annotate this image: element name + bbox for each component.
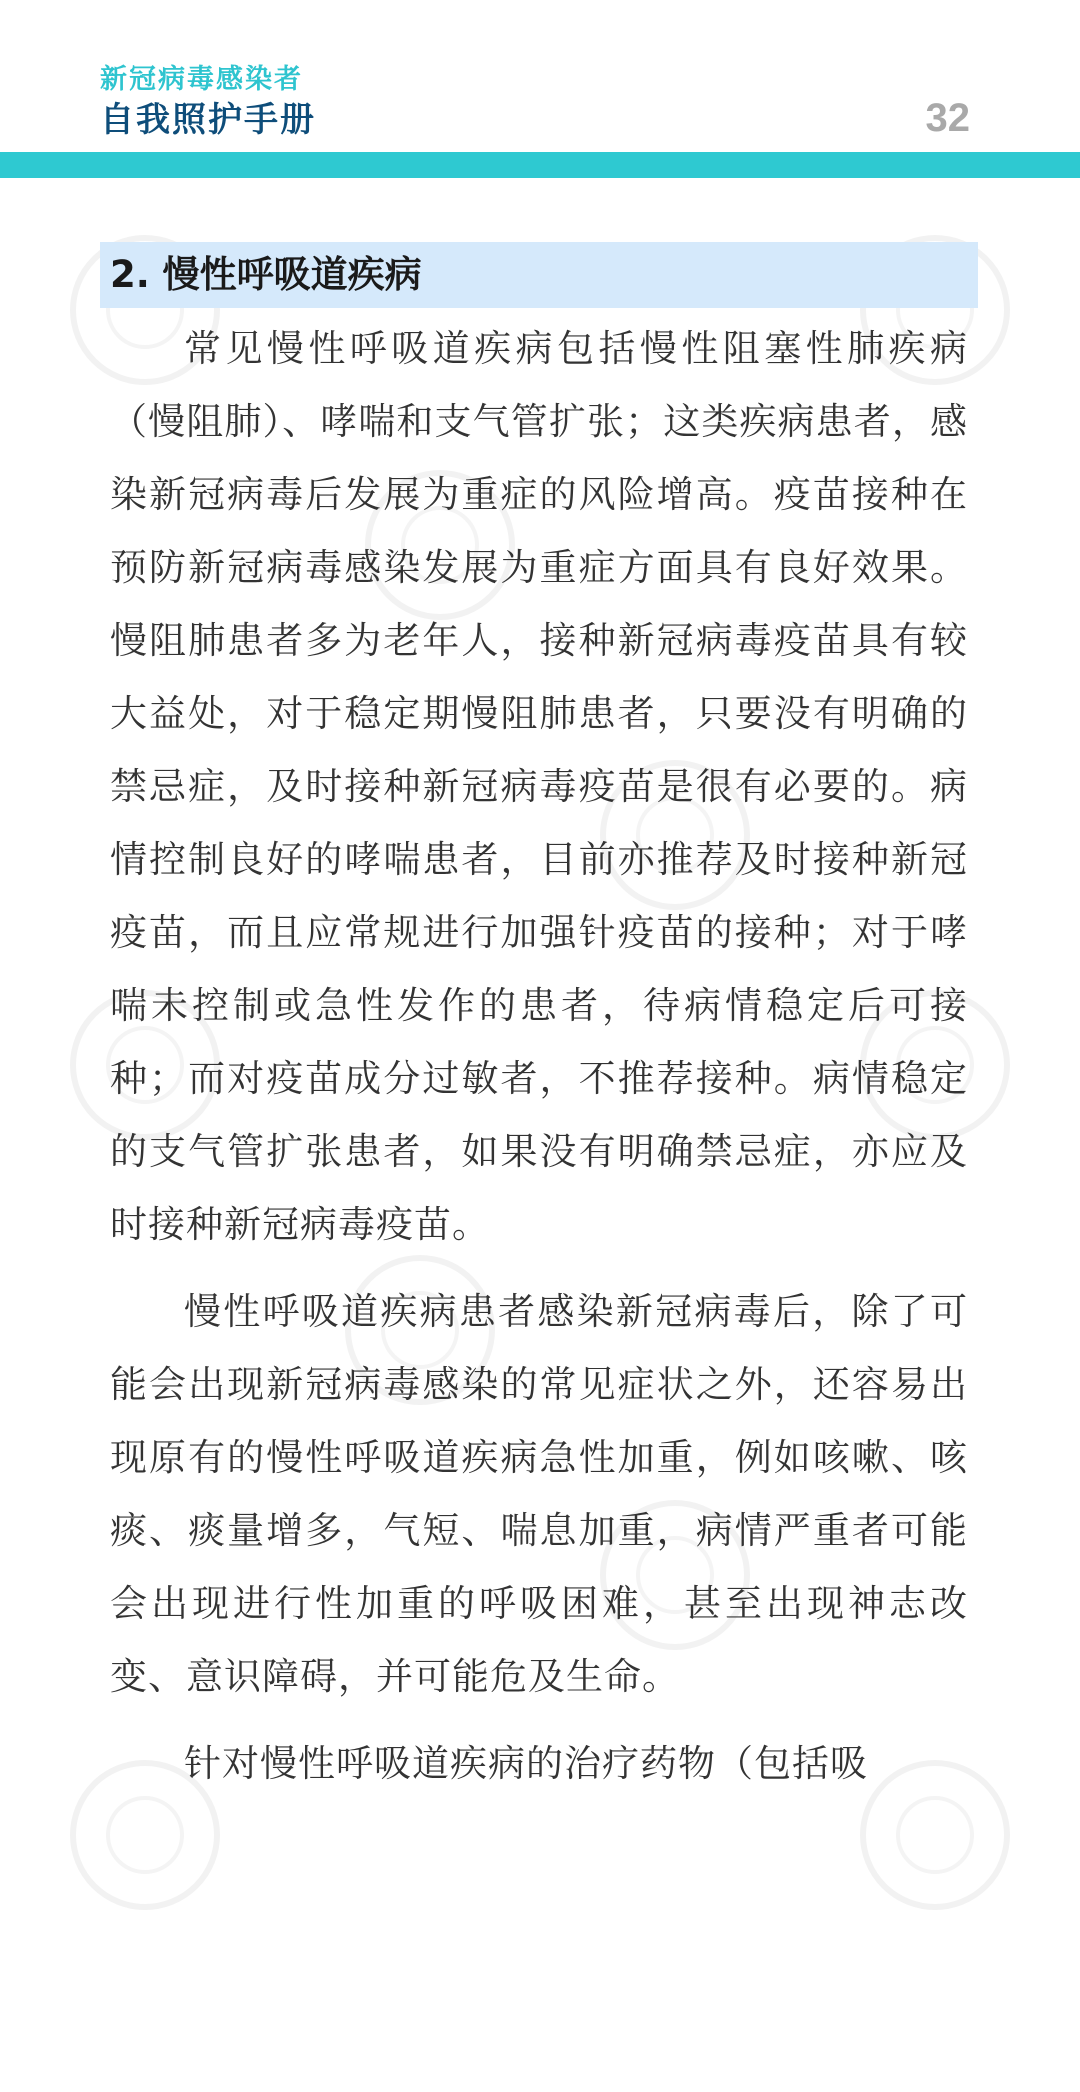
section-heading: 2. 慢性呼吸道疾病: [100, 242, 978, 308]
handbook-title: 自我照护手册: [100, 100, 316, 140]
page-content: [110, 242, 968, 1800]
body-paragraph: 慢性呼吸道疾病患者感染新冠病毒后，除了可能会出现新冠病毒感染的常见症状之外，还容易出现原有的慢性呼吸道疾病急性加重，例如咳嗽、咳痰、痰量增多，气短、喘息加重，病情严重者可能会出现进行性加重的呼吸困难，甚至出现神志改变、意识障碍，并可能危及生命。: [110, 1290, 968, 1698]
page-number: 32: [925, 96, 970, 140]
series-title: 新冠病毒感染者: [100, 64, 303, 95]
page-header: [0, 0, 1080, 152]
body-paragraph: 针对慢性呼吸道疾病的治疗药物（包括吸: [184, 1742, 868, 1785]
header-accent-bar: [0, 152, 1080, 178]
body-paragraph: 常见慢性呼吸道疾病包括慢性阻塞性肺疾病（慢阻肺）、哮喘和支气管扩张；这类疾病患者，感染新冠病毒后发展为重症的风险增高。疫苗接种在预防新冠病毒感染发展为重症方面具有良好效果。慢阻肺患者多为老年人，接种新冠病毒疫苗具有较大益处，对于稳定期慢阻肺患者，只要没有明确的禁忌症，及时接种新冠病毒疫苗是很有必要的。病情控制良好的哮喘患者，目前亦推荐及时接种新冠疫苗，而且应常规进行加强针疫苗的接种；对于哮喘未控制或急性发作的患者，待病情稳定后可接种；而对疫苗成分过敏者，不推荐接种。病情稳定的支气管扩张患者，如果没有明确禁忌症，亦应及时接种新冠病毒疫苗。: [110, 327, 968, 1246]
